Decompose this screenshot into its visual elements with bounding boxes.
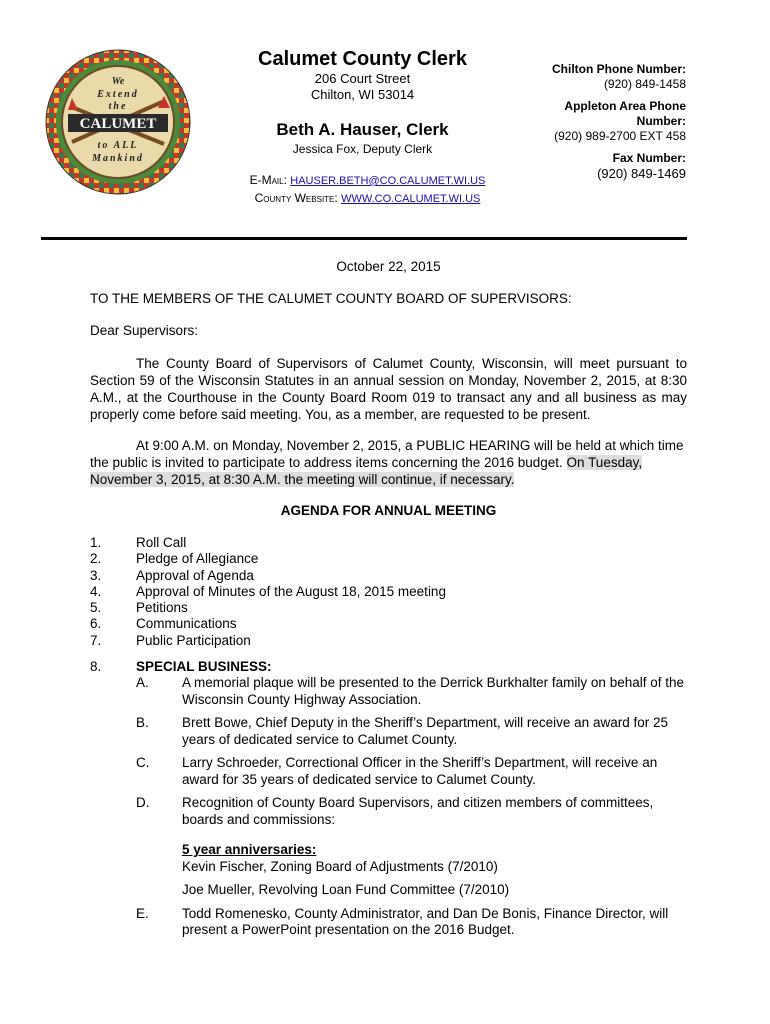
seal-text-extend: Extend xyxy=(97,89,139,100)
agenda-item-number: 2. xyxy=(90,551,102,567)
agenda-item xyxy=(90,600,687,616)
deputy-clerk-name: Jessica Fox, Deputy Clerk xyxy=(292,142,433,156)
paragraph-public-hearing xyxy=(90,437,687,488)
public-hearing-text: At 9:00 A.M. on Monday, November 2, 2015, a PUBLIC HEARING will be held at which time the public is invited to participate to address items concerning the 2016 budget. xyxy=(90,438,684,470)
sub-item-text: Todd Romenesko, County Administrator, and Dan De Bonis, Finance Director, will present a PowerPoint presentation on the 2016 Budget. xyxy=(182,905,669,938)
sub-item-text: A memorial plaque will be presented to the Derrick Burkhalter family on behalf of the Wisconsin County Highway Association. xyxy=(182,675,685,707)
continuation-highlight: On Tuesday, November 3, 2015, at 8:30 A.M. the meeting will continue, if necessary. xyxy=(90,455,643,487)
salutation: Dear Supervisors: xyxy=(90,323,199,338)
appleton-phone-label: Appleton Area Phone Number: xyxy=(564,99,686,128)
sub-item-letter: D. xyxy=(136,795,150,811)
clerk-name: Beth A. Hauser, Clerk xyxy=(276,120,449,139)
sub-item-text: Recognition of County Board Supervisors, and citizen members of committees, boards and commissions: xyxy=(182,795,654,827)
email-label: E-Mail: xyxy=(249,173,291,187)
agenda-item-text: Communications xyxy=(136,616,237,632)
agenda-item-text: Roll Call xyxy=(136,535,187,550)
sub-item-letter: B. xyxy=(136,715,149,731)
agenda-item xyxy=(90,568,687,584)
fax-label: Fax Number: xyxy=(612,151,686,165)
agenda-item-special xyxy=(90,659,687,939)
letter-date: October 22, 2015 xyxy=(336,259,441,274)
street-address: 206 Court Street xyxy=(314,71,411,86)
website-label: County Website: xyxy=(254,191,342,205)
agenda-item-number: 8. xyxy=(90,659,102,675)
website-line xyxy=(230,190,505,208)
anniversary-entry: Joe Mueller, Revolving Loan Fund Committee (7/2010) xyxy=(182,882,510,898)
agenda-item-number: 6. xyxy=(90,616,102,632)
sub-item-d-body xyxy=(182,795,687,899)
city-state-zip: Chilton, WI 53014 xyxy=(310,87,415,102)
office-title: Calumet County Clerk xyxy=(258,48,467,70)
appleton-phone: (920) 989-2700 EXT 458 xyxy=(554,129,686,143)
fax-number: (920) 849-1469 xyxy=(597,166,686,181)
website-link[interactable]: WWW.CO.CALUMET.WI.US xyxy=(341,193,481,205)
phone-numbers xyxy=(520,62,686,181)
seal-text-the: the xyxy=(108,101,128,112)
agenda-item xyxy=(90,616,687,632)
sub-item-letter: C. xyxy=(136,755,150,771)
agenda-item-number: 3. xyxy=(90,567,102,583)
agenda-item-text: Public Participation xyxy=(136,632,251,648)
sub-item-letter: A. xyxy=(136,675,149,691)
agenda-list xyxy=(90,535,687,939)
special-item-e xyxy=(136,906,687,939)
chilton-phone-label: Chilton Phone Number: xyxy=(552,62,686,76)
agenda-item-number: 5. xyxy=(90,600,102,616)
contact-links xyxy=(230,172,505,208)
special-item-b xyxy=(136,715,687,748)
seal-text-mankind: Mankind xyxy=(92,153,144,164)
agenda-item-text: Approval of Agenda xyxy=(136,567,254,583)
chilton-phone: (920) 849-1458 xyxy=(603,77,686,91)
addressee: TO THE MEMBERS OF THE CALUMET COUNTY BOARD OF SUPERVISORS: xyxy=(90,291,572,306)
special-item-c xyxy=(136,755,687,788)
sub-item-text: Larry Schroeder, Correctional Officer in the Sheriff’s Department, will receive an award for 35 years of dedicated service to Calumet County. xyxy=(182,755,658,787)
email-link[interactable]: HAUSER.BETH@CO.CALUMET.WI.US xyxy=(290,175,486,187)
county-seal-logo xyxy=(44,48,192,196)
agenda-item xyxy=(90,633,687,649)
header-divider xyxy=(41,237,687,240)
sub-item-text: Brett Bowe, Chief Deputy in the Sheriff’s Department, will receive an award for 25 years of dedicated service to Calumet County. xyxy=(182,715,668,747)
seal-text-calumet: CALUMET xyxy=(79,116,157,132)
office-address xyxy=(240,71,485,103)
paragraph-session-notice: The County Board of Supervisors of Calumet County, Wisconsin, will meet pursuant to Section 59 of the Wisconsin Statutes in an annual session on Monday, November 2, 2015, at 8:30 A.M., at the Courthouse in the County Board Room 019 to transact any and all business as may properly come before said meeting. You, as a member, are requested to be present. xyxy=(90,356,687,422)
agenda-item-number: 4. xyxy=(90,583,102,599)
seal-text-to-all: to ALL xyxy=(97,140,139,151)
agenda-item-text: Petitions xyxy=(136,600,188,616)
seal-text-we: We xyxy=(111,76,125,87)
special-item-d xyxy=(136,795,687,899)
agenda-item-number: 1. xyxy=(90,535,102,550)
agenda-item-text: Approval of Minutes of the August 18, 2015 meeting xyxy=(136,583,446,599)
agenda-item xyxy=(90,584,687,600)
agenda-item-number: 7. xyxy=(90,632,102,648)
special-business-block xyxy=(136,659,687,939)
sub-item-letter: E. xyxy=(136,905,149,921)
agenda-item xyxy=(90,535,687,551)
agenda-item-text: Pledge of Allegiance xyxy=(136,551,259,567)
email-line xyxy=(230,172,505,190)
special-item-a xyxy=(136,675,687,708)
agenda-item xyxy=(90,551,687,567)
special-business-title: SPECIAL BUSINESS: xyxy=(136,659,272,675)
anniversary-entry: Kevin Fischer, Zoning Board of Adjustments (7/2010) xyxy=(182,858,498,874)
anniversaries-heading: 5 year anniversaries: xyxy=(182,842,317,858)
agenda-heading: AGENDA FOR ANNUAL MEETING xyxy=(280,503,497,518)
